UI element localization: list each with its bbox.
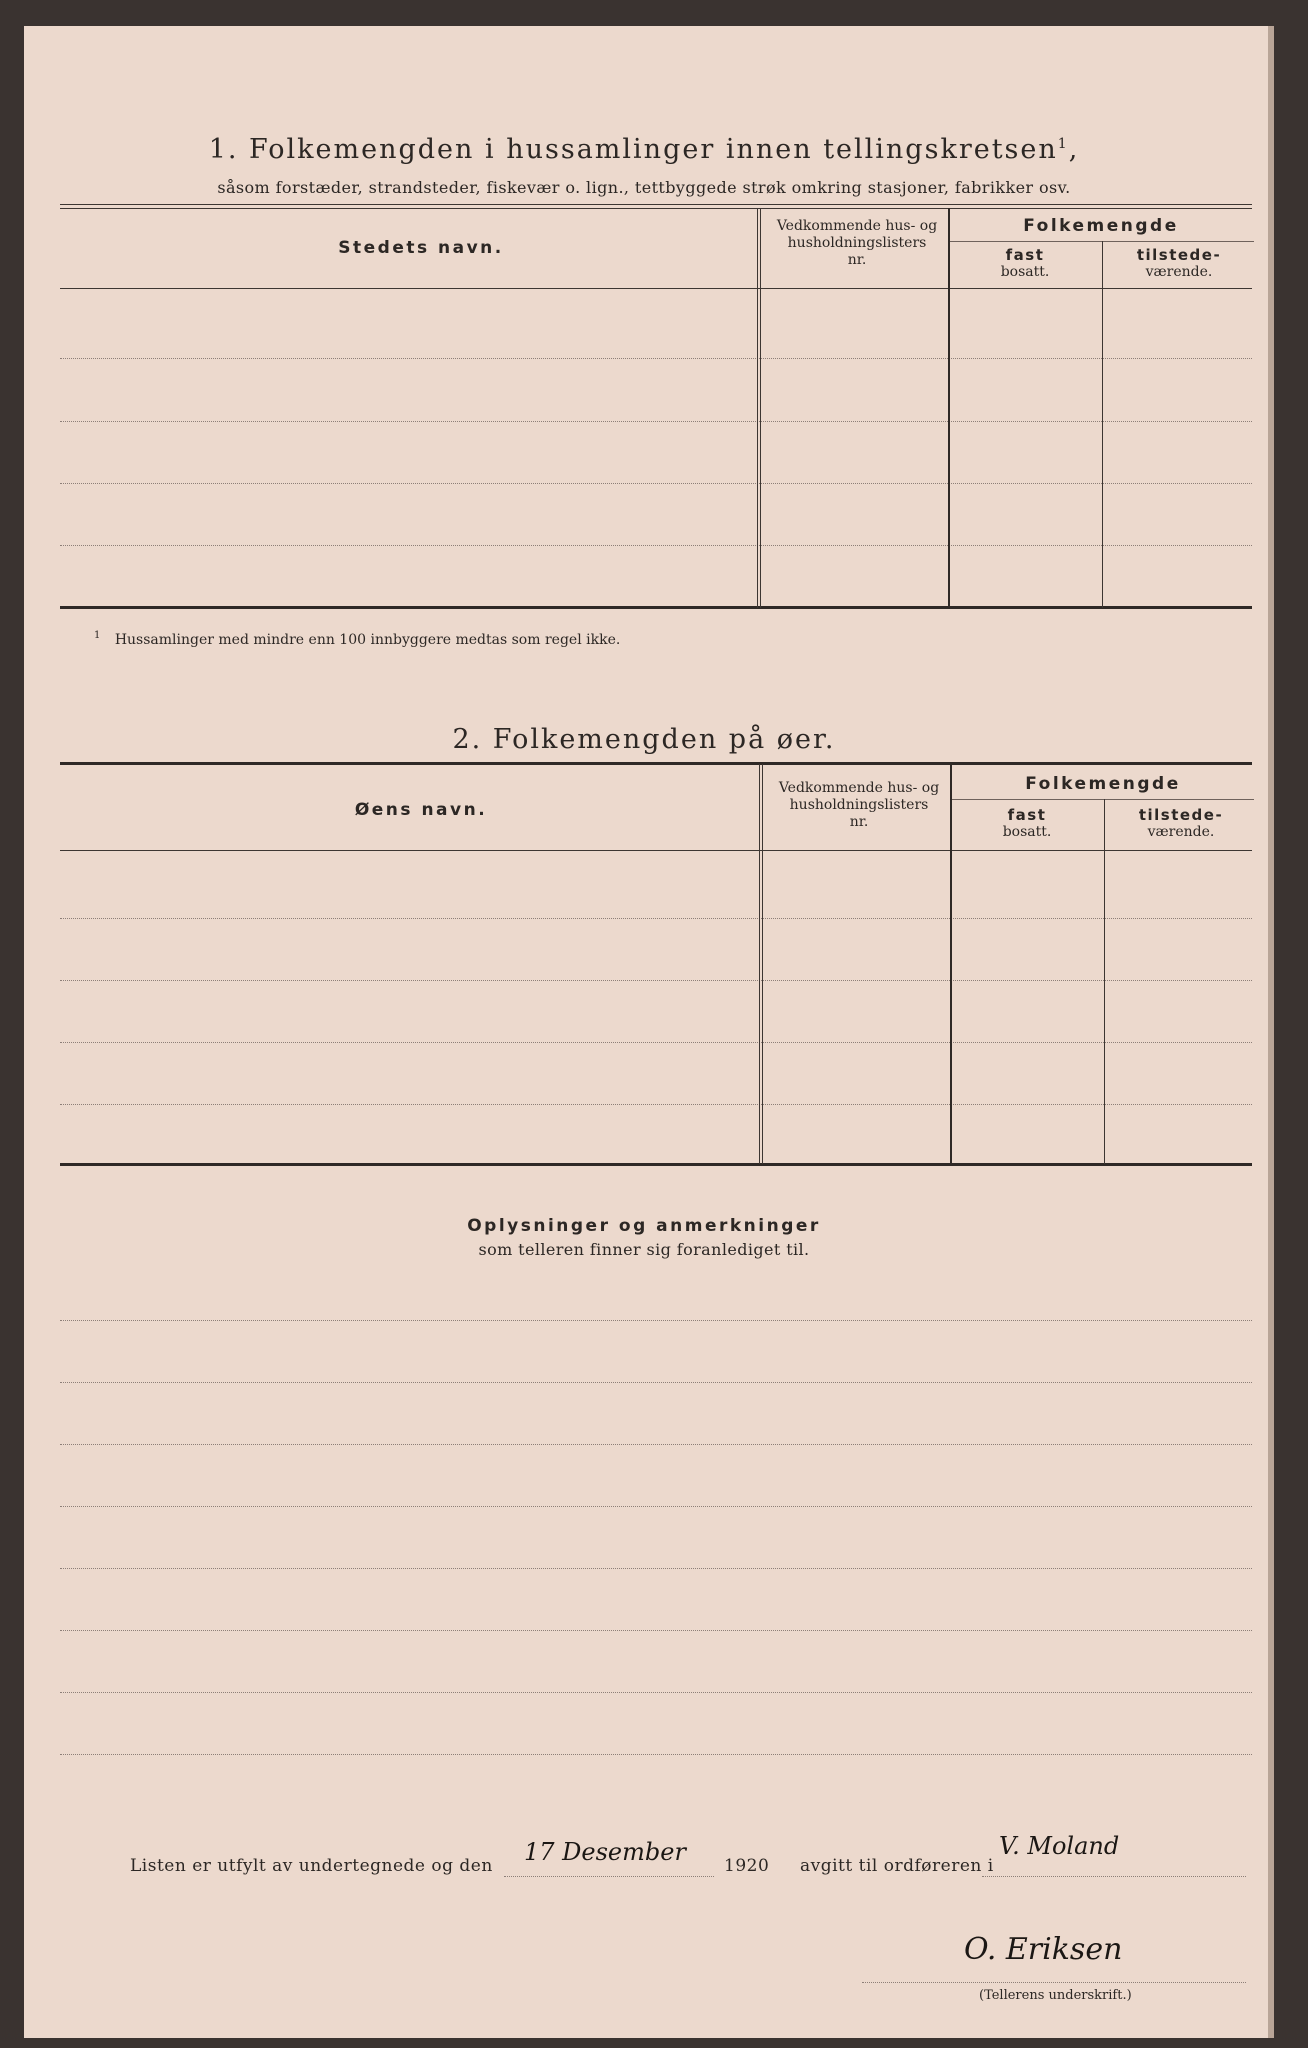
table-rule bbox=[60, 762, 1252, 765]
notes-line bbox=[60, 1692, 1252, 1693]
section1-title-sup: 1 bbox=[1057, 136, 1069, 152]
section3-title: Oplysninger og anmerkninger bbox=[467, 1216, 821, 1236]
row-rule bbox=[60, 1104, 1252, 1105]
table-rule bbox=[950, 799, 1254, 800]
signature-text-middle: avgitt til ordføreren i bbox=[800, 1856, 994, 1876]
signature-field-line bbox=[862, 1982, 1246, 1983]
section2-title: 2. Folkemengden på øer. bbox=[452, 724, 836, 755]
footnote-mark: 1 bbox=[94, 630, 101, 641]
section2-col-folkemengde: Folkemengde bbox=[1025, 774, 1181, 794]
col-fast-sub: bosatt. bbox=[1002, 824, 1052, 840]
section1-title bbox=[64, 134, 1224, 165]
notes-line bbox=[60, 1754, 1252, 1755]
col-tilstede-label: tilstede- bbox=[1138, 806, 1224, 824]
col-lists-line: husholdningslisters bbox=[787, 235, 927, 251]
notes-line bbox=[60, 1320, 1252, 1321]
place-handwritten: V. Moland bbox=[999, 1832, 1120, 1860]
section1-title-text: 1. Folkemengden i hussamlinger innen tellingskretsen bbox=[208, 134, 1058, 165]
section1-subtitle: såsom forstæder, strandsteder, fiskevær o. lign., tettbyggede strøk omkring stasjoner, fabrikker osv. bbox=[217, 178, 1071, 197]
notes-line bbox=[60, 1630, 1252, 1631]
table-rule bbox=[60, 606, 1252, 609]
footnote-text: Hussamlinger med mindre enn 100 innbyggere medtas som regel ikke. bbox=[114, 631, 621, 648]
col-divider bbox=[762, 764, 763, 1164]
row-rule bbox=[60, 918, 1252, 919]
col-divider bbox=[950, 764, 952, 1164]
section2-col-fast bbox=[952, 806, 1102, 841]
col-fast-sub: bosatt. bbox=[1000, 264, 1050, 280]
row-rule bbox=[60, 1042, 1252, 1043]
col-lists-line: Vedkommende hus- og bbox=[778, 780, 940, 796]
table-rule bbox=[60, 850, 1252, 851]
col-divider bbox=[1104, 799, 1105, 1164]
col-divider bbox=[757, 208, 758, 608]
signature-label: (Tellerens underskrift.) bbox=[979, 1988, 1132, 2003]
signature-handwritten: O. Eriksen bbox=[964, 1932, 1123, 1967]
section1-col-folkemengde: Folkemengde bbox=[1023, 216, 1179, 236]
col-fast-label: fast bbox=[1005, 246, 1045, 264]
date-field-line bbox=[504, 1876, 714, 1877]
col-divider bbox=[760, 208, 761, 608]
table-rule bbox=[60, 1163, 1252, 1166]
col-lists-line: husholdningslisters bbox=[789, 797, 929, 813]
place-field-line bbox=[982, 1876, 1246, 1877]
census-form-page bbox=[24, 26, 1274, 2038]
section2-col-lists bbox=[764, 780, 954, 831]
col-lists-line: nr. bbox=[847, 252, 867, 268]
section1-col-tilstede bbox=[1104, 246, 1254, 281]
col-divider bbox=[948, 208, 950, 608]
section1-col-fast bbox=[950, 246, 1100, 281]
section1-footnote bbox=[94, 630, 620, 648]
col-divider bbox=[759, 764, 760, 1164]
row-rule bbox=[60, 980, 1252, 981]
row-rule bbox=[60, 421, 1252, 422]
section2-col-name: Øens navn. bbox=[354, 800, 488, 820]
section1-col-name: Stedets navn. bbox=[338, 238, 504, 258]
notes-line bbox=[60, 1382, 1252, 1383]
section1-col-lists bbox=[762, 218, 952, 269]
col-tilstede-sub: værende. bbox=[1147, 824, 1215, 840]
section2-col-tilstede bbox=[1106, 806, 1256, 841]
row-rule bbox=[60, 358, 1252, 359]
col-lists-line: Vedkommende hus- og bbox=[776, 218, 938, 234]
col-divider bbox=[1102, 241, 1103, 608]
section3-subtitle: som telleren finner sig foranlediget til. bbox=[478, 1240, 810, 1259]
notes-line bbox=[60, 1444, 1252, 1445]
notes-line bbox=[60, 1506, 1252, 1507]
row-rule bbox=[60, 483, 1252, 484]
section1-title-tail: , bbox=[1068, 134, 1080, 165]
table-rule bbox=[60, 208, 1252, 209]
col-tilstede-sub: værende. bbox=[1145, 264, 1213, 280]
notes-line bbox=[60, 1568, 1252, 1569]
table-rule bbox=[60, 204, 1252, 205]
col-tilstede-label: tilstede- bbox=[1136, 246, 1222, 264]
date-handwritten: 17 Desember bbox=[524, 1838, 686, 1866]
table-rule bbox=[948, 241, 1254, 242]
signature-text-before: Listen er utfylt av undertegnede og den bbox=[130, 1856, 493, 1876]
year: 1920 bbox=[724, 1856, 770, 1876]
table-rule bbox=[60, 288, 1252, 289]
row-rule bbox=[60, 545, 1252, 546]
col-lists-line: nr. bbox=[849, 814, 869, 830]
col-fast-label: fast bbox=[1007, 806, 1047, 824]
